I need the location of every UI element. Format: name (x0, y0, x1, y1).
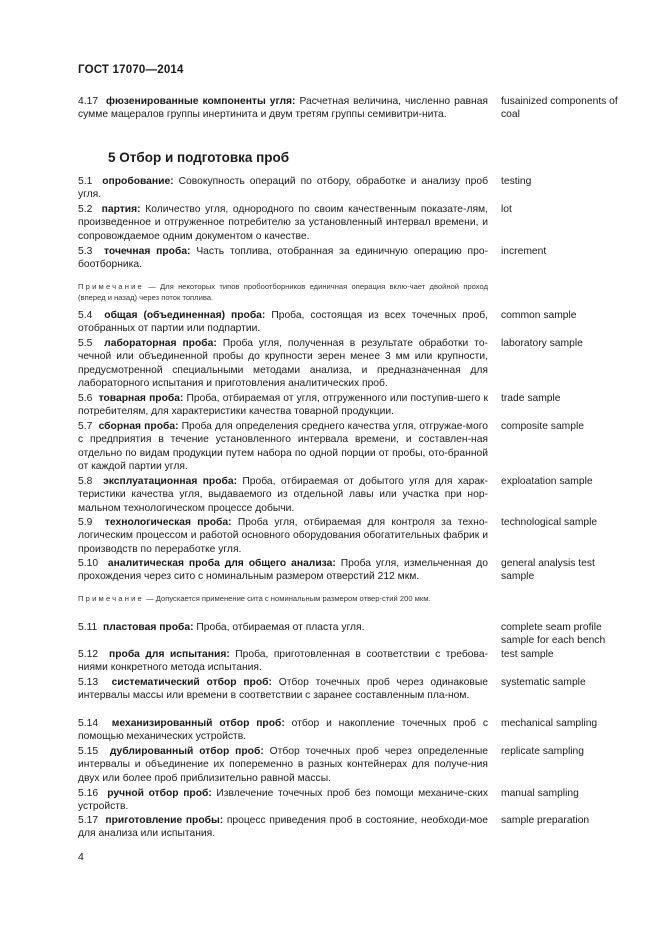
entry-definition: Проба, приготовленная в соответствии с требова-ниями конкретного метода испытания. (78, 649, 488, 674)
entry-definition: процесс приведения проб в состояние, необходи-мое для анализа или испытания. (78, 815, 488, 840)
entry-definition: Извлечение точечных проб без помощи механиче-ских устройств. (78, 788, 488, 813)
entry-term: сборная проба: (98, 421, 179, 432)
entry-term: эксплуатационная проба: (103, 476, 238, 487)
entry-number: 5.14 (78, 718, 99, 729)
term-entry-5-4 (78, 309, 488, 336)
term-english-5-7: composite sample (501, 421, 584, 432)
entry-number: 5.1 (78, 176, 93, 187)
entry-definition: Проба, состоящая из всех точечных проб, отобранных от партии или подпартии. (78, 310, 488, 335)
note-label: Примечание (78, 282, 144, 291)
term-entry-5-8 (78, 475, 488, 515)
entry-number: 5.8 (78, 476, 93, 487)
entry-term: опробование: (102, 176, 174, 187)
term-entry-5-9 (78, 516, 488, 556)
entry-term: точечная проба: (104, 246, 191, 257)
entry-term: ручной отбор проб: (107, 788, 212, 799)
page-number: 4 (78, 851, 84, 863)
term-entry-5-3 (78, 245, 488, 272)
entry-definition: Проба, отбираемая от пласта угля. (193, 622, 365, 633)
entry-term: фюзенированные компоненты угля: (105, 96, 296, 107)
entry-term: механизированный отбор проб: (111, 718, 285, 729)
entry-number: 5.7 (78, 421, 93, 432)
term-entry-5-5 (78, 337, 488, 391)
entry-number: 4.17 (78, 96, 99, 107)
term-entry-5-15 (78, 745, 488, 785)
entry-term: дублированный отбор проб: (109, 746, 264, 757)
entry-number: 5.13 (78, 677, 99, 688)
term-entry-4-17 (78, 95, 488, 122)
entry-number: 5.10 (78, 558, 99, 569)
term-entry-5-12 (78, 648, 488, 675)
term-english-5-10: general analysis test sample (501, 558, 595, 583)
entry-definition: Количество угля, однородного по своим качественным показате-лям, произведенное и отгруженное потребителю за установленный интервал времени, и сопровождаемое одним документом о качестве. (78, 204, 488, 242)
document-header: ГОСТ 17070—2014 (78, 64, 184, 76)
entry-number: 5.11 (78, 622, 98, 633)
term-english-5-5: laboratory sample (501, 338, 583, 349)
term-entry-5-7 (78, 420, 488, 474)
entry-term: проба для испытания: (109, 649, 230, 660)
entry-definition: Проба угля, отбираемая для контроля за техно-логическим процессом и работой основного оборудования обогатительных фабрик и производств по переработке угля. (78, 517, 488, 555)
entry-definition: Расчетная величина, численно равная сумме мацералов группы инертинита и двум третям группы семивитри-нита. (78, 96, 488, 121)
entry-number: 5.17 (78, 815, 99, 826)
entry-definition: Проба угля, измельченная до прохождения через сито с номинальным размером отверстий 212 мкм. (78, 558, 488, 583)
entry-number: 5.2 (78, 204, 93, 215)
term-entry-5-2 (78, 203, 488, 243)
entry-number: 5.6 (78, 393, 93, 404)
term-english-5-17: sample preparation (501, 815, 590, 826)
entry-definition: Проба для определения среднего качества угля, отгружае-мого с предприятия в течение установленного интервала времени, и составлен-ная отдельно по видам продукции путем набора по одной порции от пробы, ото-бранной от каждой партии угля. (78, 421, 488, 473)
entry-number: 5.3 (78, 246, 93, 257)
entry-definition: Проба, отбираемая от угля, отгруженного или поступив-шего к потребителям, для характеристики качества товарной продукции. (78, 393, 488, 418)
term-english-5-11: complete seam profile sample for each bench (501, 622, 606, 647)
term-english-5-15: replicate sampling (501, 746, 584, 757)
term-entry-5-11 (78, 621, 488, 634)
entry-definition: отбор и накопление точечных проб с помощью механических устройств. (78, 718, 488, 743)
term-english-5-4: common sample (501, 310, 577, 321)
note-5-3 (78, 281, 488, 303)
entry-definition: Совокупность операций по отбору, обработке и анализу проб угля. (78, 176, 488, 201)
entry-number: 5.15 (78, 746, 99, 757)
note-text: — Допускается применение сита с номинальным размером отвер-стий 200 мкм. (143, 594, 431, 603)
term-entry-5-6 (78, 392, 488, 419)
term-entry-5-10 (78, 557, 488, 584)
entry-definition: Проба угля, полученная в результате обработки то-чечной или объединенной пробы до крупности зерен менее 3 мм или крупности, предусмотренной специальными методами анализа, и предназначенная для лабораторного испытания и приготовления аналитических проб. (78, 338, 488, 390)
term-entry-5-16 (78, 787, 488, 814)
term-english-5-13: systematic sample (501, 677, 586, 688)
term-entry-5-1 (78, 175, 488, 202)
entry-term: лабораторная проба: (104, 338, 217, 349)
entry-definition: Отбор точечных проб через одинаковые интервалы массы или времени в соответствии с заранее составленным пла-ном. (78, 677, 488, 702)
note-label: Примечание (78, 594, 144, 603)
entry-term: приготовление пробы: (105, 815, 224, 826)
section-title: 5 Отбор и подготовка проб (108, 150, 290, 165)
entry-number: 5.9 (78, 517, 93, 528)
entry-term: систематический отбор проб: (111, 677, 272, 688)
term-entry-5-14 (78, 717, 488, 744)
note-text: — Для некоторых типов пробоотборников единичная операция вклю-чает двойной проход (вперед и назад) через поток топлива. (78, 282, 488, 302)
entry-definition: Отбор точечных проб через определенные интервалы и объединение их попеременно в разных контейнерах для получе-ния двух или более проб приблизительно равной массы. (78, 746, 488, 784)
entry-term: технологическая проба: (104, 517, 232, 528)
term-english-5-8: exploatation sample (501, 476, 593, 487)
entry-term: аналитическая проба для общего анализа: (107, 558, 336, 569)
entry-definition: Проба, отбираемая от добытого угля для харак-теристики качества угля, выдаваемого из отдельной лавы или участка при нор-мальном технологическом процессе добычи. (78, 476, 488, 514)
entry-term: общая (объединенная) проба: (104, 310, 266, 321)
term-english-5-9: technological sample (501, 517, 598, 528)
term-english-5-3: increment (501, 246, 547, 257)
term-english-5-12: test sample (501, 649, 554, 660)
entry-number: 5.16 (78, 788, 99, 799)
term-english-5-6: trade sample (501, 393, 561, 404)
term-english-5-16: manual sampling (501, 788, 579, 799)
term-english-5-1: testing (501, 176, 532, 187)
entry-term: партия: (101, 204, 141, 215)
term-english-5-2: lot (501, 204, 512, 215)
term-entry-5-17 (78, 814, 488, 841)
entry-number: 5.12 (78, 649, 99, 660)
entry-number: 5.5 (78, 338, 93, 349)
term-english-5-14: mechanical sampling (501, 718, 598, 729)
entry-term: пластовая проба: (103, 622, 194, 633)
note-5-10 (78, 593, 488, 604)
entry-number: 5.4 (78, 310, 93, 321)
term-english-4-17: fusainized components of coal (501, 96, 618, 121)
term-entry-5-13 (78, 676, 488, 703)
entry-term: товарная проба: (98, 393, 184, 404)
entry-definition: Часть топлива, отобранная за единичную операцию про-боотборника. (78, 246, 488, 271)
